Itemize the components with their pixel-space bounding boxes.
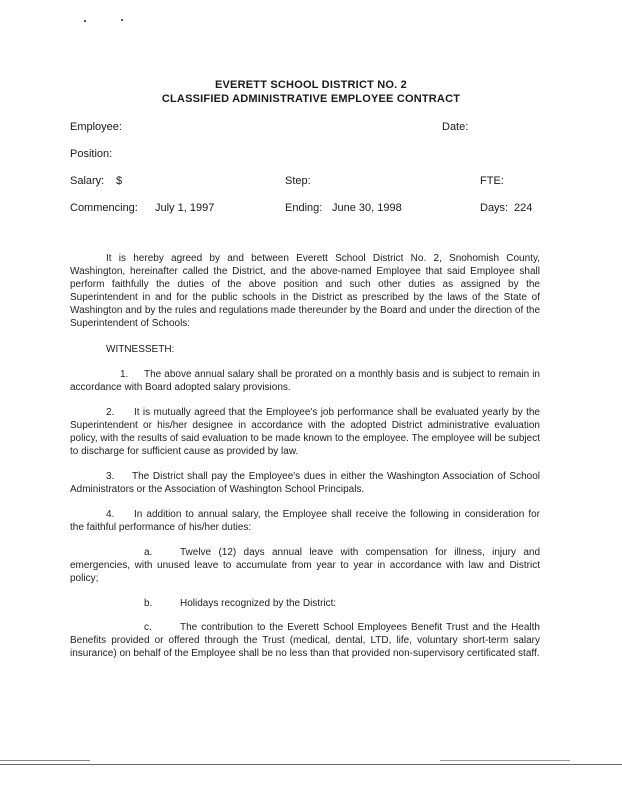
intro-paragraph: It is hereby agreed by and between Everett School District No. 2, Snohomish County, Washington, hereinafter called the District, and the above-named Employee that said Employee shall perform faithfully the duties of the above position and such other duties as assigned by the Superintendent in and for the public schools in the District as prescribed by the laws of the State of Washington and by the rules and regulations made thereunder by the Board and under the direction of the Superintendent of Schools: — [70, 253, 540, 329]
scan-speck — [84, 20, 86, 22]
subclause-text: Twelve (12) days annual leave with compensation for illness, injury and emergencies, with unused leave to accumulate from year to year in accordance with law and District policy; — [70, 547, 540, 584]
witnesseth-heading: WITNESSETH: — [106, 344, 175, 355]
clause-1 — [70, 368, 540, 394]
position-label: Position: — [70, 148, 113, 160]
clause-3 — [70, 470, 540, 496]
commencing-value: July 1, 1997 — [155, 202, 215, 214]
scan-edge-line — [0, 764, 622, 765]
subclause-c — [70, 621, 540, 660]
clause-text: In addition to annual salary, the Employee shall receive the following in consideration for the faithful performance of his/her duties: — [70, 509, 540, 533]
ending-label: Ending: — [285, 202, 323, 214]
subclause-letter: a. — [144, 547, 153, 558]
clause-number: 3. — [106, 471, 115, 482]
district-title: EVERETT SCHOOL DISTRICT NO. 2 — [214, 79, 407, 91]
scan-speck — [440, 760, 570, 761]
contract-title: CLASSIFIED ADMINISTRATIVE EMPLOYEE CONTRACT — [161, 93, 461, 105]
fte-label: FTE: — [480, 175, 504, 187]
employee-label: Employee: — [70, 121, 122, 133]
days-value: 224 — [514, 202, 533, 214]
ending-value: June 30, 1998 — [332, 202, 402, 214]
clause-number: 2. — [106, 407, 115, 418]
salary-value: $ — [116, 175, 123, 187]
step-label: Step: — [285, 175, 311, 187]
clause-text: It is mutually agreed that the Employee's job performance shall be evaluated yearly by the Superintendent or his/her designee in accordance with the adopted District administrative evaluation policy, with the results of said evaluation to be made known to the employee. The employee will be subject to discharge for sufficient cause as provided by law. — [70, 407, 540, 457]
subclause-text: Holidays recognized by the District: — [180, 598, 337, 609]
clause-2 — [70, 406, 540, 458]
scan-speck — [0, 760, 90, 761]
clause-4 — [70, 508, 540, 534]
scan-speck — [121, 19, 123, 21]
subclause-letter: b. — [144, 598, 153, 609]
clause-text: The District shall pay the Employee's dues in either the Washington Association of School Administrators or the Association of Washington School Principals. — [70, 471, 540, 495]
clause-number: 1. — [120, 369, 129, 380]
subclause-b — [70, 597, 540, 610]
date-label: Date: — [442, 121, 469, 133]
subclause-a — [70, 546, 540, 585]
clause-number: 4. — [106, 509, 115, 520]
clause-text: The above annual salary shall be prorated on a monthly basis and is subject to remain in accordance with Board adopted salary provisions. — [70, 369, 540, 393]
salary-label: Salary: — [70, 175, 105, 187]
subclause-text: The contribution to the Everett School Employees Benefit Trust and the Health Benefits provided or offered through the Trust (medical, dental, LTD, life, voluntary short-term salary insurance) on behalf of the Employee shall be no less than that provided non-supervisory certificated staff. — [70, 622, 540, 659]
commencing-label: Commencing: — [70, 202, 138, 214]
subclause-letter: c. — [144, 622, 152, 633]
days-label: Days: — [480, 202, 509, 214]
